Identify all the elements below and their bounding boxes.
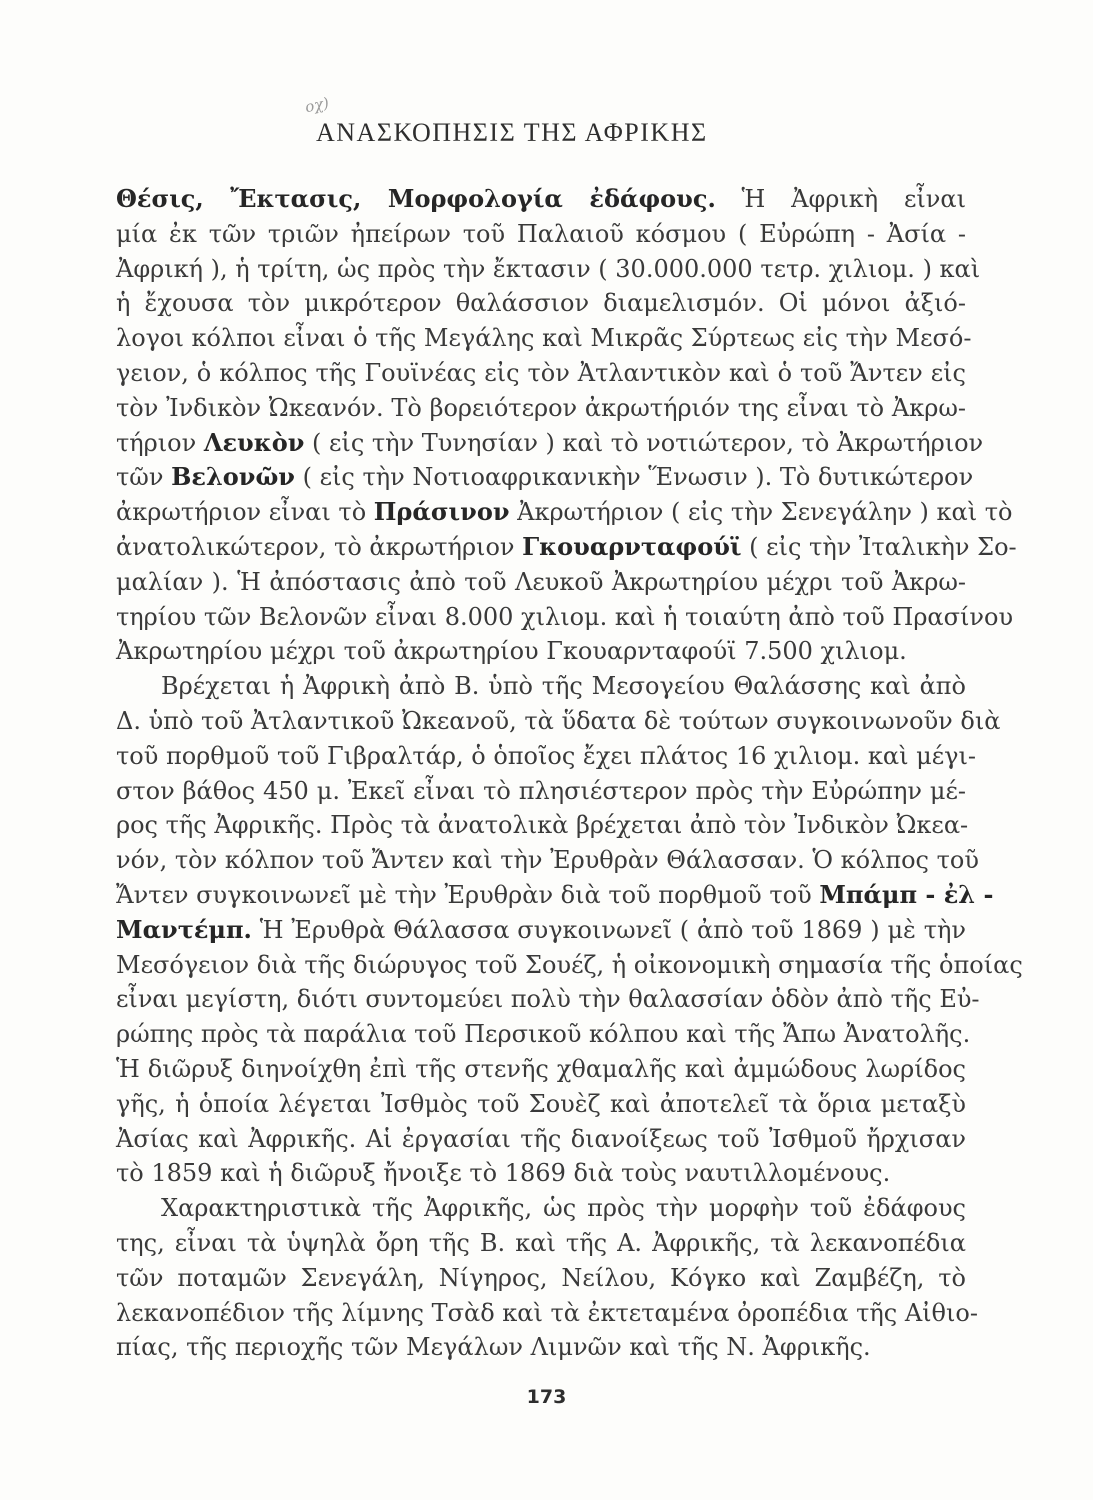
text-line: [116, 217, 966, 252]
text-segment: ( εἰς τὴν Τυνησίαν ) καὶ τὸ νοτιώτερον, τὸ Ἀκρωτήριον: [304, 428, 984, 457]
bold-term: Γκουαρνταφούϊ: [522, 531, 742, 561]
text-segment: Ἄντεν συγκοινωνεῖ μὲ τὴν Ἐρυθρὰν διὰ τοῦ πορθμοῦ τοῦ: [116, 880, 820, 909]
text-segment: ἀνατολικώτερον, τὸ ἀκρωτήριον: [116, 532, 523, 561]
text-line: [116, 982, 980, 1017]
bold-term: Μπάμπ - ἐλ -: [819, 879, 994, 909]
text-line: [116, 1017, 971, 1052]
text-line: [116, 1122, 966, 1157]
text-line: [116, 669, 966, 704]
text-segment: Ἡ Ἀφρικὴ εἶναι: [715, 185, 966, 213]
text-line: [116, 913, 966, 948]
paragraph: [116, 669, 1023, 1191]
text-segment: Ἀσίας καὶ Ἀφρικῆς. Αἱ ἐργασίαι τῆς διανοίξεως τοῦ Ἰσθμοῦ ἤρχισαν: [116, 1124, 966, 1153]
text-line: [116, 1226, 966, 1261]
text-line: [116, 460, 974, 495]
text-line: [116, 878, 994, 913]
text-segment: μία ἐκ τῶν τριῶν ἠπείρων τοῦ Παλαιοῦ κόσμου ( Εὐρώπη - Ἀσία -: [116, 219, 966, 248]
text-segment: τῶν: [116, 463, 172, 492]
text-segment: λεκανοπέδιον τῆς λίμνης Τσὰδ καὶ τὰ ἐκτεταμένα ὀροπέδια τῆς Αἰθιο-: [116, 1298, 978, 1327]
text-segment: γῆς, ἡ ὁποία λέγεται Ἰσθμὸς τοῦ Σουὲζ καὶ ἀποτελεῖ τὰ ὅρια μεταξὺ: [116, 1089, 966, 1118]
text-segment: εἶναι μεγίστη, διότι συντομεύει πολὺ τὴν θαλασσίαν ὁδὸν ἀπὸ τῆς Εὐ-: [116, 985, 980, 1014]
text-line: [116, 495, 1013, 530]
text-line: [116, 634, 966, 669]
text-line: [116, 565, 966, 600]
text-segment: πίας, τῆς περιοχῆς τῶν Μεγάλων Λιμνῶν καὶ τῆς Ν. Ἀφρικῆς.: [116, 1333, 871, 1362]
text-segment: ἡ ἔχουσα τὸν μικρότερον θαλάσσιον διαμελισμόν. Οἱ μόνοι ἀξιό-: [116, 289, 966, 318]
text-line: [116, 1087, 966, 1122]
text-segment: ρώπης πρὸς τὰ παράλια τοῦ Περσικοῦ κόλπου καὶ τῆς Ἄπω Ἀνατολῆς.: [116, 1020, 971, 1049]
text-segment: τοῦ πορθμοῦ τοῦ Γιβραλτάρ, ὁ ὁποῖος ἔχει πλάτος 16 χιλιομ. καὶ μέγι-: [116, 741, 977, 770]
text-segment: Βρέχεται ἡ Ἀφρικὴ ἀπὸ Β. ὑπὸ τῆς Μεσογείου Θαλάσσης καὶ ἀπὸ: [161, 672, 966, 701]
text-line: [116, 704, 1001, 739]
text-segment: τήριον: [116, 428, 204, 457]
text-segment: Χαρακτηριστικὰ τῆς Ἀφρικῆς, ὡς πρὸς τὴν μορφὴν τοῦ ἐδάφους: [161, 1194, 966, 1223]
text-segment: της, εἶναι τὰ ὑψηλὰ ὄρη τῆς Β. καὶ τῆς Α. Ἀφρικῆς, τὰ λεκανοπέδια: [116, 1228, 966, 1257]
text-segment: ἀκρωτήριον εἶναι τὸ: [116, 498, 374, 527]
bold-term: Λευκὸν: [203, 427, 305, 457]
text-line: [116, 286, 966, 321]
text-segment: Δ. ὑπὸ τοῦ Ἀτλαντικοῦ Ὠκεανοῦ, τὰ ὕδατα δὲ τούτων συγκοινωνοῦν διὰ: [116, 706, 1001, 735]
text-line: [116, 252, 981, 287]
text-line: [116, 843, 979, 878]
text-line: [116, 530, 1017, 565]
text-line: [116, 391, 966, 426]
page-title: ΑΝΑΣΚΟΠΗΣΙΣ ΤΗΣ ΑΦΡΙΚΗΣ: [316, 118, 708, 147]
text-line: [116, 1191, 966, 1226]
text-segment: ( εἰς τὴν Ἰταλικὴν Σο-: [741, 532, 1017, 561]
handwritten-annotation: οχ): [303, 93, 331, 117]
text-segment: ρος τῆς Ἀφρικῆς. Πρὸς τὰ ἀνατολικὰ βρέχεται ἀπὸ τὸν Ἰνδικὸν Ὠκεα-: [116, 811, 969, 840]
text-segment: Ἡ διῶρυξ διηνοίχθη ἐπὶ τῆς στενῆς χθαμαλῆς καὶ ἀμμώδους λωρίδος: [116, 1054, 966, 1083]
paragraph: [116, 1191, 978, 1365]
text-segment: μαλίαν ). Ἡ ἀπόστασις ἀπὸ τοῦ Λευκοῦ Ἀκρωτηρίου μέχρι τοῦ Ἀκρω-: [116, 567, 966, 596]
text-line: [116, 948, 1023, 983]
text-segment: Ἀφρική ), ἡ τρίτη, ὡς πρὸς τὴν ἔκτασιν ( 30.000.000 τετρ. χιλιομ. ) καὶ: [116, 254, 981, 283]
text-segment: λογοι κόλποι εἶναι ὁ τῆς Μεγάλης καὶ Μικρᾶς Σύρτεως εἰς τὴν Μεσό-: [116, 324, 972, 353]
text-line: [116, 356, 966, 391]
text-segment: ( εἰς τὴν Νοτιοαφρικανικὴν Ἕνωσιν ). Τὸ δυτικώτερον: [294, 463, 974, 492]
text-segment: Μεσόγειον διὰ τῆς διώρυγος τοῦ Σουέζ, ἡ οἰκονομικὴ σημασία τῆς ὁποίας: [116, 950, 1023, 979]
text-segment: τηρίου τῶν Βελονῶν εἶναι 8.000 χιλιομ. καὶ ἡ τοιαύτη ἀπὸ τοῦ Πρασίνου: [116, 602, 1014, 631]
text-line: [116, 808, 969, 843]
text-line: [116, 1052, 966, 1087]
text-segment: τὸ 1859 καὶ ἡ διῶρυξ ἤνοιξε τὸ 1869 διὰ τοὺς ναυτιλλομένους.: [116, 1159, 891, 1188]
text-line: [116, 182, 966, 217]
text-segment: Ἡ Ἐρυθρὰ Θάλασσα συγκοινωνεῖ ( ἀπὸ τοῦ 1869 ) μὲ τὴν: [251, 915, 966, 944]
page-number: 173: [526, 1386, 567, 1408]
text-segment: στον βάθος 450 μ. Ἐκεῖ εἶναι τὸ πλησιέστερον πρὸς τὴν Εὐρώπην μέ-: [116, 776, 966, 805]
text-segment: γειον, ὁ κόλπος τῆς Γουϊνέας εἰς τὸν Ἀτλαντικὸν καὶ ὁ τοῦ Ἄντεν εἰς: [116, 358, 966, 387]
text-segment: τὸν Ἰνδικὸν Ὠκεανόν. Τὸ βορειότερον ἀκρωτήριόν της εἶναι τὸ Ἀκρω-: [116, 393, 966, 422]
text-segment: νόν, τὸν κόλπον τοῦ Ἄντεν καὶ τὴν Ἐρυθρὰν Θάλασσαν. Ὁ κόλπος τοῦ: [116, 846, 979, 875]
bold-term: Βελονῶν: [171, 462, 295, 492]
text-line: [116, 1296, 978, 1331]
text-line: [116, 600, 1014, 635]
text-line: [116, 739, 977, 774]
text-line: [116, 426, 984, 461]
paragraph: [116, 182, 1017, 669]
text-segment: τῶν ποταμῶν Σενεγάλη, Νίγηρος, Νείλου, Κόγκο καὶ Ζαμβέζη, τὸ: [116, 1263, 966, 1292]
text-line: [116, 774, 966, 809]
bold-term: Πράσινον: [373, 497, 510, 527]
text-line: [116, 1156, 966, 1191]
text-line: [116, 1330, 966, 1365]
text-segment: Ἀκρωτηρίου μέχρι τοῦ ἀκρωτηρίου Γκουαρνταφούϊ 7.500 χιλιομ.: [116, 637, 907, 666]
text-segment: Ἀκρωτήριον ( εἰς τὴν Σενεγάλην ) καὶ τὸ: [509, 498, 1013, 527]
text-line: [116, 1261, 966, 1296]
body-text: [116, 182, 1023, 1365]
bold-term: Θέσις, Ἔκτασις, Μορφολογία ἐδάφους.: [116, 184, 716, 213]
text-line: [116, 321, 972, 356]
bold-term: Μαντέμπ.: [116, 914, 252, 944]
